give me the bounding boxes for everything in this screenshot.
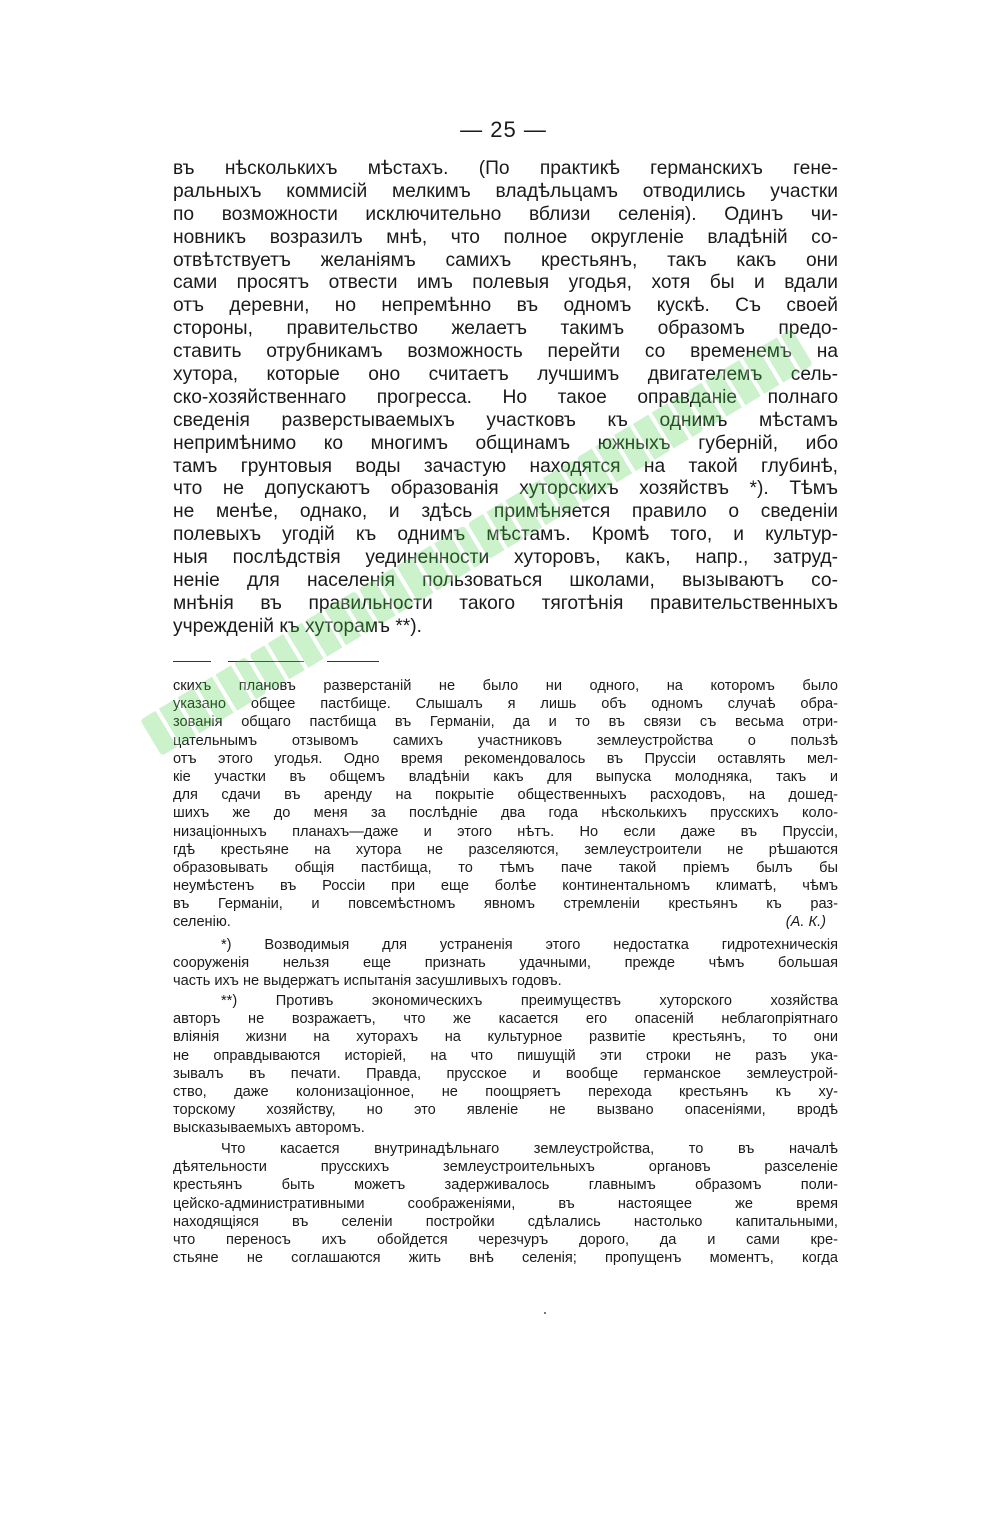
footnote-line: торскому хозяйству, но это явленіе не вызвано опасеніями, вродѣ (173, 1102, 838, 1119)
footnote-3 (173, 1140, 838, 1267)
main-text-line: сами просятъ отвести имъ полевыя угодья, хотя бы и вдали (173, 272, 838, 294)
footnote-line-signed (173, 913, 838, 931)
footnote-1 (173, 936, 838, 991)
main-text-line: сведенія разверстываемыхъ участковъ къ однимъ мѣстамъ (173, 409, 838, 431)
footnote-line: въ Германіи, и повсемѣстномъ явномъ стремленіи крестьянъ къ раз- (173, 896, 838, 913)
footnote-line: находящіяся въ селеніи постройки сдѣлались настолько капитальными, (173, 1213, 838, 1230)
main-text-line: непримѣнимо ко многимъ общинамъ южныхъ губерній, ибо (173, 432, 838, 454)
footnote-line: сооруженія нельзя еще признать удачными, прежде чѣмъ большая (173, 955, 838, 972)
footnote-line: кіе участки въ общемъ владѣніи какъ для выпуска молодняка, такъ и (173, 768, 838, 785)
footnote-line: цательнымъ отзывомъ самихъ участниковъ землеустройства о пользѣ (173, 732, 838, 749)
footnote-line: авторъ не возражаетъ, что же касается его опасеній неблагопріятнаго (173, 1011, 838, 1028)
main-text-line: полевыхъ угодій къ однимъ мѣстамъ. Кромѣ того, и культур- (173, 524, 838, 546)
main-text-line: отъ деревни, но непремѣнно въ одномъ кускѣ. Съ своей (173, 295, 838, 317)
footnote-rule (173, 661, 211, 662)
main-text-line: ральныхъ коммисій мелкимъ владѣльцамъ отводились участки (173, 180, 838, 202)
footnote-line: **) Противъ экономическихъ преимуществъ хуторского хозяйства (221, 993, 838, 1009)
footnote-line: *) Возводимыя для устраненія этого недостатка гидротехническія (221, 937, 838, 953)
footnote-line: ство, даже колонизаціонное, не поощряетъ перехода крестьянъ къ ху- (173, 1083, 838, 1100)
footnote-line: часть ихъ не выдержатъ испытанія засушливыхъ годовъ. (173, 973, 562, 990)
main-text-line: хутора, которые оно считаетъ лучшимъ двигателемъ сель- (173, 364, 838, 386)
main-text-line: ныя послѣдствія уединенности хуторовъ, какъ, напр., затруд- (173, 547, 838, 569)
footnote-line: стьяне не соглашаются жить внѣ селенія; пропущенъ моментъ, когда (173, 1250, 838, 1267)
footnote-2 (173, 992, 838, 1138)
main-text-line: новникъ возразилъ мнѣ, что полное округленіе владѣній со- (173, 226, 838, 248)
footnote-line: не оправдываются исторіей, на что пишущій эти строки не разъ ука- (173, 1047, 838, 1064)
footnote-line: шихъ же до меня за послѣдніе два года нѣсколькихъ прусскихъ коло- (173, 805, 838, 822)
footnote-line: скихъ плановъ разверстаній не было ни одного, на которомъ было (173, 678, 838, 694)
main-text-line: стороны, правительство желаетъ такимъ образомъ предо- (173, 318, 838, 340)
footnote-line: образовывать общія пастбища, то тѣмъ паче такой пріемъ былъ бы (173, 859, 838, 876)
main-text-line: въ нѣсколькихъ мѣстахъ. (По практикѣ германскихъ гене- (173, 158, 838, 179)
main-text-line: мнѣнія въ правильности такого тяготѣнія правительственныхъ (173, 592, 838, 614)
footnote-line: вліянія жизни на хуторахъ на культурное развитіе крестьянъ, то они (173, 1029, 838, 1046)
footnote-line: зованія общаго пастбища въ Германіи, да и то въ связи съ весьма отри- (173, 714, 838, 731)
footnote-line: гдѣ крестьяне на хутора не разселяются, землеустроители не рѣшаются (173, 841, 838, 858)
main-text-line: тамъ грунтовыя воды зачастую находятся на такой глубинѣ, (173, 455, 838, 477)
footnote-line: низаціонныхъ планахъ—даже и этого нѣтъ. Но если даже въ Пруссіи, (173, 823, 838, 840)
page-speck (544, 1312, 546, 1314)
footnote-line: крестьянъ быть можетъ задерживалось главнымъ образомъ поли- (173, 1177, 838, 1194)
main-text-line: ставить отрубникамъ возможность перейти со временемъ на (173, 341, 838, 363)
footnote-line: зывалъ въ печати. Правда, прусское и вообще германское землеустрой- (173, 1065, 838, 1082)
footnote-line: неумѣстенъ въ Россіи при еще болѣе континентальномъ климатѣ, чѣмъ (173, 878, 838, 895)
page-number: — 25 — (460, 117, 547, 142)
footnote-line: высказываемыхъ авторомъ. (173, 1120, 365, 1137)
footnote-line: дѣятельности прусскихъ землеустроительныхъ органовъ разселеніе (173, 1159, 838, 1176)
footnote-line: цейско-административными соображеніями, въ настоящее же время (173, 1195, 838, 1212)
main-text-line: ско-хозяйственнаго прогресса. Но такое оправданіе полнаго (173, 386, 838, 408)
main-text-line: неніе для населенія пользоваться школами, вызываютъ со- (173, 570, 838, 592)
footnote-line: что переносъ ихъ обойдется черезчуръ дорого, да и сами кре- (173, 1231, 838, 1248)
main-text-line: отвѣтствуетъ желаніямъ самихъ крестьянъ, такъ какъ они (173, 249, 838, 271)
footnote-line: для сдачи въ аренду на покрытіе общественныхъ расходовъ, на дошед- (173, 787, 838, 804)
footnote-rule (228, 661, 304, 662)
footnote-line: отъ этого угодья. Одно время рекомендовалось въ Пруссіи оставлять мел- (173, 750, 838, 767)
footnote-line-text: селенію. (173, 914, 231, 931)
main-text-line: по возможности исключительно вблизи селенія). Одинъ чи- (173, 203, 838, 225)
footnote-rule (327, 661, 379, 662)
footnote-line: Что касается внутринадѣльнаго землеустройства, то въ началѣ (221, 1141, 838, 1157)
main-text-block (173, 158, 838, 639)
footnote-continuation (173, 677, 838, 932)
main-text-line: учрежденій къ хуторамъ **). (173, 615, 422, 637)
footnote-signature: (А. К.) (785, 914, 826, 931)
main-text-line: что не допускаютъ образованія хуторскихъ хозяйствъ *). Тѣмъ (173, 478, 838, 500)
main-text-line: не менѣе, однако, и здѣсь примѣняется правило о сведеніи (173, 501, 838, 523)
footnote-line: указано общее пастбище. Слышалъ я лишь объ одномъ случаѣ обра- (173, 696, 838, 713)
